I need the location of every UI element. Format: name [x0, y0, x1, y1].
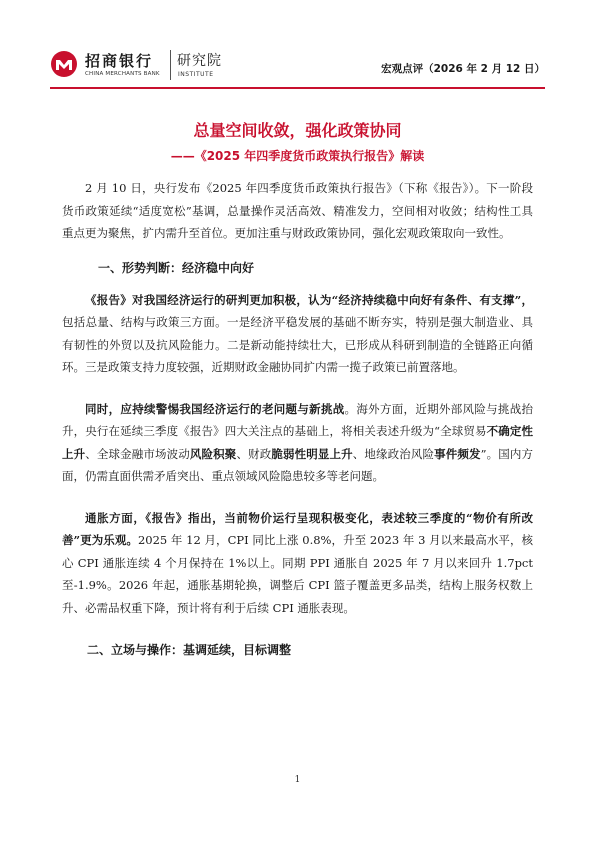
- page-header: [0, 0, 595, 90]
- paragraph-risks-text-1: 。海外方面，近期外部风险与挑战抬升，央行在延续三季度《报告》四大关注点的基础上，将相关表述升级为“全球贸易: [62, 401, 534, 438]
- paragraph-risks-text-5: ”。国内方面，仍需直面供需矛盾突出、重点领域风险隐患较多等老问题。: [62, 446, 534, 483]
- paragraph-risks-lead: 同时，应持续警惕我国经济运行的老问题与新挑战: [85, 401, 345, 416]
- document-body: [62, 177, 533, 671]
- paragraph-outlook-lead: 《报告》对我国经济运行的研判更加积极，认为“经济持续稳中向好有条件、有支撑”，: [85, 292, 533, 307]
- paragraph-risks-emph-2: 风险积聚: [189, 446, 237, 461]
- cmb-logo-icon: [50, 50, 78, 78]
- paragraph-outlook: [62, 289, 533, 379]
- section-heading-1: 一、形势判断：经济稳中向好: [98, 260, 255, 275]
- paragraph-outlook-text: 包括总量、结构与政策三方面。一是经济平稳发展的基础不断夯实，特别是强大制造业、具有韧性的外贸以及抗风险能力。二是新动能持续壮大，已形成从科研到制造的全链路正向循环。三是政策支持力度较强，近期财政金融协同扩内需一揽子政策已前置落地。: [62, 315, 533, 374]
- institute-name-en: INSTITUTE: [178, 71, 214, 78]
- header-divider: [50, 87, 545, 89]
- document-title: 总量空间收敛，强化政策协同: [193, 121, 402, 140]
- paragraph-inflation-lead: 通胀方面，《报告》指出，当前物价运行呈现积极变化，表述较三季度的“物价有所改善”更为乐观。: [62, 510, 533, 547]
- paragraph-risks-text-2: 、全球金融市场波动: [85, 446, 190, 461]
- paragraph-inflation-text: 2025 年 12 月，CPI 同比上涨 0.8%，升至 2023 年 3 月以来最高水平，核心 CPI 通胀连续 4 个月保持在 1%以上。同期 PPI 通胀自 2025 年 7 月以来回升 1.7pct 至-1.9%。2026 年起，通胀基期轮换，调整后 CPI 篮子覆盖更多品类，结构上服务权数上升、必需品权重下降，预计将有利于后续 CPI 通胀表现。: [62, 533, 533, 615]
- paragraph-risks: [62, 398, 533, 488]
- document-subtitle: ——《2025 年四季度货币政策执行报告》解读: [170, 149, 425, 163]
- paragraph-risks-emph-1: 不确定性上升: [62, 424, 534, 461]
- page-number: 1: [294, 775, 301, 785]
- intro-paragraph: 2 月 10 日，央行发布《2025 年四季度货币政策执行报告》（下称《报告》）。下一阶段货币政策延续“适度宽松”基调，总量操作灵活高效、精准发力，空间相对收敛；结构性工具重点更为聚焦，扩内需升至首位。更加注重与财政政策协同，强化宏观政策取向一致性。: [62, 181, 533, 240]
- section-heading-2: 二、立场与操作：基调延续，目标调整: [87, 643, 292, 657]
- paragraph-risks-emph-4: 事件频发: [434, 446, 481, 461]
- report-type-label: 宏观点评（2026 年 2 月 12 日）: [381, 63, 545, 75]
- bank-name: 招商银行: [85, 52, 154, 70]
- institute-name: 研究院: [177, 53, 222, 69]
- paragraph-risks-text-3: 、财政: [236, 446, 272, 461]
- bank-name-en: CHINA MERCHANTS BANK: [85, 71, 160, 77]
- paragraph-inflation: [62, 507, 533, 620]
- paragraph-risks-emph-3: 脆弱性明显上升: [271, 446, 353, 461]
- paragraph-risks-text-4: 、地缘政治风险: [352, 446, 435, 461]
- logo-divider: [170, 50, 171, 80]
